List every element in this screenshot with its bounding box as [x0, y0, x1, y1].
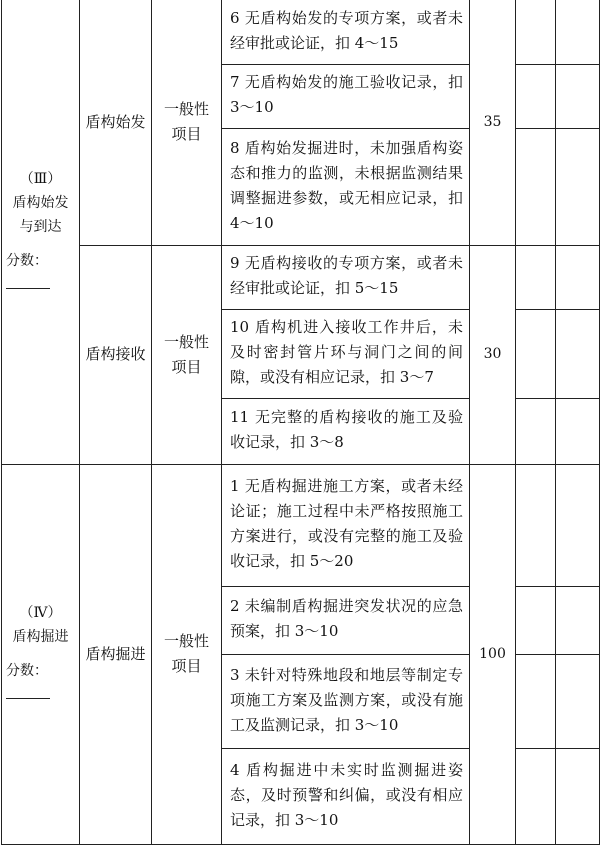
- inspection-table: [1, 0, 600, 845]
- score-cell[interactable]: [556, 464, 600, 586]
- item-cell: [222, 398, 470, 464]
- deduction-cell[interactable]: [516, 309, 556, 398]
- item-text: 10 盾构机进入接收工作井后，未及时密封管片环与洞门之间的间隙，或没有相应记录，扣 3～7: [230, 318, 463, 386]
- deduction-cell[interactable]: [516, 64, 556, 128]
- deduction-cell[interactable]: [516, 654, 556, 748]
- item-cell: [222, 464, 470, 586]
- section-cell-4: [2, 464, 80, 844]
- score-cell[interactable]: [556, 586, 600, 654]
- table-row: [2, 464, 600, 586]
- score-label: 分数：: [6, 663, 48, 679]
- score-blank[interactable]: [6, 684, 50, 699]
- score-label: 分数：: [6, 252, 48, 269]
- deduction-cell[interactable]: [516, 464, 556, 586]
- item-text: 6 无盾构始发的专项方案，或者未经审批或论证，扣 4～15: [230, 8, 463, 52]
- table-row: [2, 245, 600, 309]
- score-cell[interactable]: [556, 309, 600, 398]
- item-cell: [222, 748, 470, 844]
- category-label: 一般性: [163, 100, 209, 119]
- item-cell: [222, 654, 470, 748]
- section-number: （Ⅳ）: [19, 605, 62, 621]
- category-label: 项目: [171, 357, 202, 376]
- score-field: [2, 249, 79, 297]
- deduction-cell[interactable]: [516, 398, 556, 464]
- item-cell: [222, 245, 470, 309]
- item-cell: [222, 586, 470, 654]
- group-name: 盾构接收: [85, 345, 146, 363]
- section-number: （Ⅲ）: [19, 170, 62, 187]
- deduction-cell[interactable]: [516, 586, 556, 654]
- score-cell[interactable]: [556, 64, 600, 128]
- item-text: 3 未针对特殊地段和地层等制定专项施工方案及监测方案，或没有施工及监测记录，扣 3～10: [230, 665, 463, 734]
- section-cell-3: [2, 0, 80, 464]
- category-cell: [152, 464, 222, 844]
- item-text: 2 未编制盾构掘进突发状况的应急预案，扣 3～10: [230, 597, 463, 640]
- total-score: 35: [483, 113, 502, 130]
- section-title-line: 盾构掘进: [12, 629, 69, 645]
- group-name-cell: [80, 464, 152, 844]
- total-score-cell: [470, 0, 516, 245]
- score-blank[interactable]: [6, 274, 50, 289]
- table-row: [2, 0, 600, 64]
- section-title-line: 盾构始发: [12, 194, 69, 211]
- total-score-cell: [470, 245, 516, 464]
- category-label: 项目: [171, 657, 202, 675]
- category-cell: [152, 0, 222, 245]
- score-cell[interactable]: [556, 245, 600, 309]
- score-cell[interactable]: [556, 748, 600, 844]
- total-score-cell: [470, 464, 516, 844]
- group-name: 盾构始发: [85, 112, 146, 131]
- category-label: 一般性: [163, 332, 209, 351]
- item-cell: [222, 64, 470, 128]
- group-name-cell: [80, 245, 152, 464]
- deduction-cell[interactable]: [516, 245, 556, 309]
- score-cell[interactable]: [556, 128, 600, 245]
- score-field: [2, 659, 79, 707]
- item-cell: [222, 0, 470, 64]
- group-name: 盾构掘进: [85, 644, 146, 663]
- category-label: 一般性: [163, 632, 209, 650]
- item-text: 7 无盾构始发的施工验收记录，扣 3～10: [230, 73, 463, 116]
- score-cell[interactable]: [556, 398, 600, 464]
- item-text: 11 无完整的盾构接收的施工及验收记录，扣 3～8: [230, 408, 463, 451]
- deduction-cell[interactable]: [516, 128, 556, 245]
- deduction-cell[interactable]: [516, 0, 556, 64]
- item-cell: [222, 128, 470, 245]
- category-label: 项目: [171, 125, 202, 144]
- score-cell[interactable]: [556, 0, 600, 64]
- item-text: 8 盾构始发掘进时，未加强盾构姿态和推力的监测，未根据监测结果调整掘进参数，或无相应记录，扣 4～10: [230, 138, 463, 232]
- total-score: 100: [479, 645, 506, 662]
- item-text: 4 盾构掘进中未实时监测掘进姿态，及时预警和纠偏，或没有相应记录，扣 3～10: [230, 760, 463, 829]
- section-title-line: 与到达: [19, 218, 62, 235]
- category-cell: [152, 245, 222, 464]
- total-score: 30: [483, 346, 502, 362]
- deduction-cell[interactable]: [516, 748, 556, 844]
- group-name-cell: [80, 0, 152, 245]
- item-text: 9 无盾构接收的专项方案，或者未经审批或论证，扣 5～15: [230, 254, 463, 297]
- item-cell: [222, 309, 470, 398]
- item-text: 1 无盾构掘进施工方案，或者未经论证；施工过程中未严格按照施工方案进行，或没有完整的施工及验收记录，扣 5～20: [230, 477, 463, 570]
- score-cell[interactable]: [556, 654, 600, 748]
